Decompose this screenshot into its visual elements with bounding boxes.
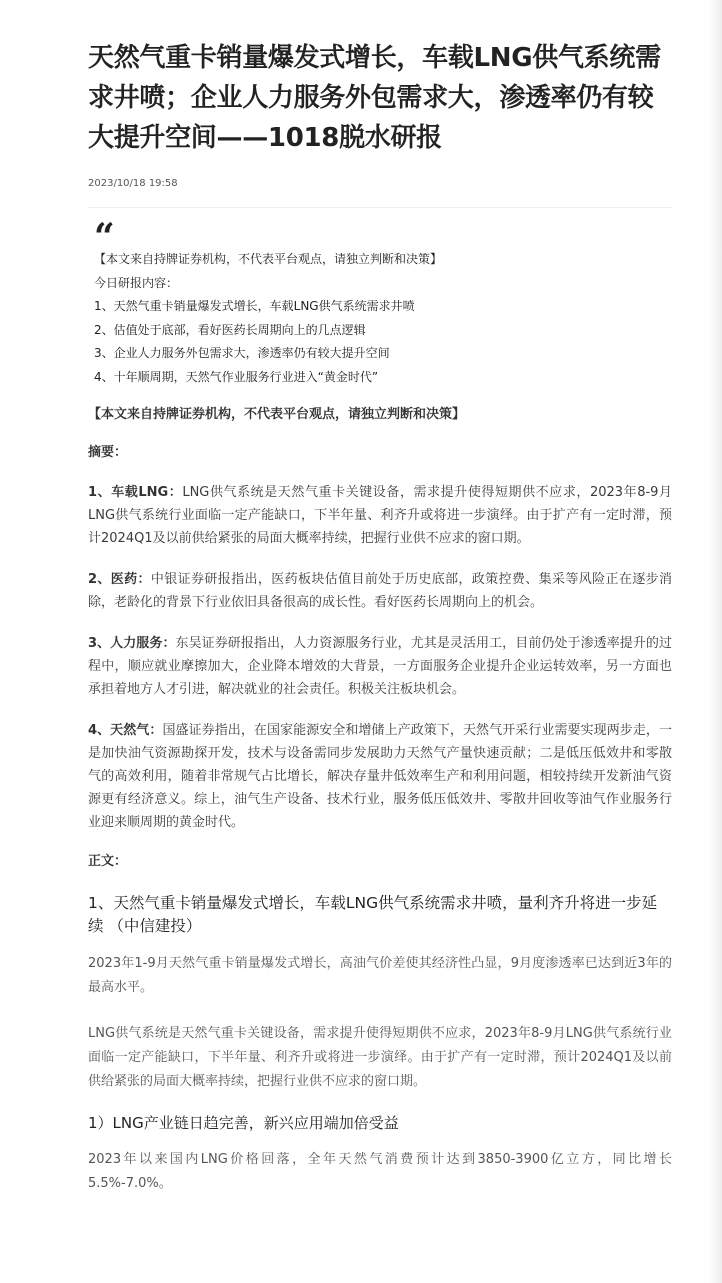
quote-item: 1、天然气重卡销量爆发式增长，车载LNG供气系统需求井喷: [94, 299, 415, 313]
summary-text: 中银证券研报指出，医药板块估值目前处于历史底部，政策控费、集采等风险正在逐步消除，老龄化的背景下行业依旧具备很高的成长性。看好医药长周期向上的机会。: [88, 572, 672, 610]
subsection-heading: 1）LNG产业链日趋完善，新兴应用端加倍受益: [88, 1114, 399, 1132]
quote-block: [88, 216, 672, 389]
summary-paragraph: [88, 632, 672, 701]
quote-item: 3、企业人力服务外包需求大，渗透率仍有较大提升空间: [94, 346, 390, 360]
summary-lead: 2、医药：: [88, 572, 151, 587]
summary-text: 国盛证券指出，在国家能源安全和增储上产政策下，天然气开采行业需要实现两步走，一是加快油气资源勘探开发，技术与设备需同步发展助力天然气产量快速贡献；二是低压低效井和零散气的高效利用，随着非常规气占比增长，解决存量井低效率生产和利用问题，相较持续开发新油气资源更有经济意义。综上，油气生产设备、技术行业，服务低压低效井、零散井回收等油气作业服务行业迎来顺周期的黄金时代。: [88, 723, 672, 830]
title-divider: [88, 207, 672, 208]
summary-paragraph: [88, 719, 672, 834]
summary-text: LNG供气系统是天然气重卡关键设备，需求提升使得短期供不应求，2023年8-9月LNG供气系统行业面临一定产能缺口，下半年量、利齐升或将进一步演绎。由于扩产有一定时滞，预计2024Q1及以前供给紧张的局面大概率持续，把握行业供不应求的窗口期。: [88, 485, 673, 546]
summary-paragraph: [88, 568, 672, 614]
summary-text: 东吴证券研报指出，人力资源服务行业，尤其是灵活用工，目前仍处于渗透率提升的过程中，顺应就业摩擦加大，企业降本增效的大背景，一方面服务企业提升企业运转效率，另一方面也承担着地方人才引进，解决就业的社会责任。积极关注板块机会。: [88, 636, 672, 697]
section-paragraph: 2023年1-9月天然气重卡销量爆发式增长，高油气价差使其经济性凸显，9月度渗透率已达到近3年的最高水平。: [88, 956, 672, 995]
body-label: 正文：: [88, 854, 128, 869]
section-heading: 1、天然气重卡销量爆发式增长，车载LNG供气系统需求井喷，量利齐升将进一步延续 （中信建投）: [88, 894, 658, 935]
publish-date: 2023/10/18 19:58: [88, 178, 178, 189]
subsection-paragraph: 2023年以来国内LNG价格回落，全年天然气消费预计达到3850-3900亿立方，同比增长5.5%-7.0%。: [88, 1152, 672, 1191]
page-edge-shadow: [708, 0, 722, 1283]
summary-lead: 4、天然气：: [88, 723, 163, 738]
disclaimer: 【本文来自持牌证券机构，不代表平台观点，请独立判断和决策】: [88, 407, 466, 422]
quote-disclaimer: 【本文来自持牌证券机构，不代表平台观点，请独立判断和决策】: [94, 252, 443, 266]
article: [88, 0, 672, 1196]
section-paragraph: LNG供气系统是天然气重卡关键设备，需求提升使得短期供不应求，2023年8-9月LNG供气系统行业面临一定产能缺口，下半年量、利齐升或将进一步演绎。由于扩产有一定时滞，预计2024Q1及以前供给紧张的局面大概率持续，把握行业供不应求的窗口期。: [88, 1026, 672, 1089]
quote-item: 2、估值处于底部，看好医药长周期向上的几点逻辑: [94, 322, 366, 337]
summary-paragraph: [88, 481, 672, 550]
summary-lead: 1、车载LNG：: [88, 485, 183, 500]
quote-mark-icon: “: [94, 216, 115, 258]
summary-label: 摘要：: [88, 445, 128, 460]
quote-item: 4、十年顺周期，天然气作业服务行业进入“黄金时代”: [94, 369, 379, 384]
summary-lead: 3、人力服务：: [88, 636, 176, 651]
article-title: 天然气重卡销量爆发式增长，车载LNG供气系统需求井喷；企业人力服务外包需求大，渗透率仍有较大提升空间——1018脱水研报: [88, 43, 661, 153]
quote-intro: 今日研报内容：: [94, 275, 179, 290]
